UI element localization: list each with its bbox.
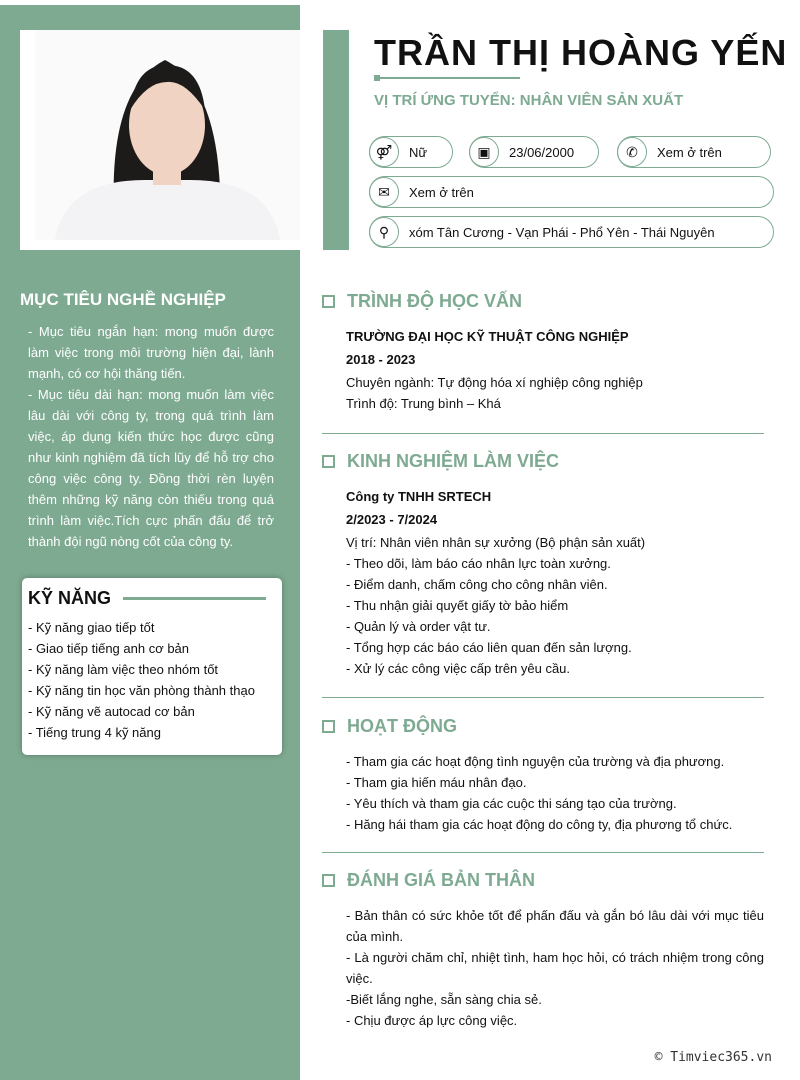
gender-field: [369, 136, 453, 168]
self-item: - Chịu được áp lực công việc.: [346, 1013, 518, 1028]
self-assessment-section: [322, 870, 764, 1031]
experience-item: - Quản lý và order vật tư.: [346, 619, 491, 634]
skills-heading: KỸ NĂNG: [28, 588, 112, 608]
activity-item: - Tham gia các hoạt động tình nguyện của trường và địa phương.: [346, 754, 725, 769]
footer-credit: © Timviec365.vn: [654, 1050, 772, 1065]
envelope-icon: ✉: [369, 177, 399, 207]
skills-card: [22, 578, 282, 755]
self-assessment-heading: ĐÁNH GIÁ BẢN THÂN: [347, 870, 535, 890]
gender-icon: ⚤: [369, 137, 399, 167]
checkbox-square-icon: [322, 455, 335, 468]
education-heading: TRÌNH ĐỘ HỌC VẤN: [347, 291, 522, 311]
experience-section: [322, 451, 764, 679]
experience-item: Vị trí: Nhân viên nhân sự xưởng (Bộ phận sản xuất): [346, 535, 646, 550]
education-section: [322, 291, 764, 414]
name-underline: [374, 77, 520, 79]
skill-item: - Kỹ năng tin học văn phòng thành thạo: [28, 683, 255, 698]
position-title: VỊ TRÍ ỨNG TUYỂN: NHÂN VIÊN SẢN XUẤT: [374, 92, 684, 109]
experience-heading: KINH NGHIỆM LÀM VIỆC: [347, 451, 560, 471]
dob-field: [469, 136, 599, 168]
skill-item: - Giao tiếp tiếng anh cơ bản: [28, 641, 190, 656]
candidate-name: TRẦN THỊ HOÀNG YẾN: [374, 32, 788, 73]
self-item: -Biết lắng nghe, sẵn sàng chia sẻ.: [346, 992, 542, 1007]
address-value: xóm Tân Cương - Vạn Phái - Phổ Yên - Thái Nguyên: [409, 224, 715, 240]
divider: [322, 433, 764, 434]
activity-item: - Yêu thích và tham gia các cuộc thi sáng tạo của trường.: [346, 796, 677, 811]
experience-item: - Điểm danh, chấm công cho công nhân viên.: [346, 577, 608, 592]
activities-heading: HOẠT ĐỘNG: [347, 716, 457, 736]
experience-period: 2/2023 - 7/2024: [346, 512, 438, 527]
company-name: Công ty TNHH SRTECH: [346, 489, 492, 504]
phone-field: [617, 136, 771, 168]
address-field: [369, 216, 774, 248]
education-level: Trình độ: Trung bình – Khá: [346, 396, 501, 411]
school-name: TRƯỜNG ĐẠI HỌC KỸ THUẬT CÔNG NGHIỆP: [346, 329, 629, 344]
location-pin-icon: ⚲: [369, 217, 399, 247]
activities-section: [322, 716, 764, 835]
skill-item: - Tiếng trung 4 kỹ năng: [28, 725, 161, 740]
education-years: 2018 - 2023: [346, 352, 416, 367]
phone-value: Xem ở trên: [657, 144, 722, 160]
activity-item: - Hăng hái tham gia các hoạt động do công ty, địa phương tổ chức.: [346, 817, 733, 832]
objective-text: [28, 321, 274, 552]
email-value: Xem ở trên: [409, 184, 474, 200]
phone-icon: ✆: [617, 137, 647, 167]
experience-item: - Thu nhận giải quyết giấy tờ bảo hiểm: [346, 598, 569, 613]
heading-line: [123, 597, 266, 600]
experience-item: - Tổng hợp các báo cáo liên quan đến sản lượng.: [346, 640, 632, 655]
checkbox-square-icon: [322, 874, 335, 887]
experience-item: - Xử lý các công việc cấp trên yêu cầu.: [346, 661, 571, 676]
dob-value: 23/06/2000: [509, 144, 575, 160]
email-field: [369, 176, 774, 208]
checkbox-square-icon: [322, 720, 335, 733]
education-major: Chuyên ngành: Tự động hóa xí nghiệp công nghiệp: [346, 375, 643, 390]
activity-item: - Tham gia hiến máu nhân đạo.: [346, 775, 527, 790]
self-item: - Là người chăm chỉ, nhiệt tình, ham học hỏi, có trách nhiệm trong công việc.: [346, 950, 764, 986]
gender-value: Nữ: [409, 144, 428, 160]
self-item: - Bản thân có sức khỏe tốt để phấn đấu và gắn bó lâu dài với mục tiêu của mình.: [346, 908, 764, 944]
skill-item: - Kỹ năng làm việc theo nhóm tốt: [28, 662, 219, 677]
skill-item: - Kỹ năng vẽ autocad cơ bản: [28, 704, 195, 719]
objective-heading: MỤC TIÊU NGHỀ NGHIỆP: [20, 290, 226, 309]
person-photo-icon: [35, 30, 300, 240]
skill-item: - Kỹ năng giao tiếp tốt: [28, 620, 155, 635]
checkbox-square-icon: [322, 295, 335, 308]
calendar-icon: ▣: [469, 137, 499, 167]
divider: [322, 852, 764, 853]
accent-bar: [323, 30, 349, 250]
objective-short-term: - Mục tiêu ngắn hạn: mong muốn được làm việc trong môi trường hiện đại, lành mạnh, có cơ hội thăng tiến.: [28, 324, 274, 381]
objective-long-term: - Mục tiêu dài hạn: mong muốn làm việc lâu dài với công ty, trong quá trình làm việc, áp dụng kiến thức học được cũng như kinh nghiệm đã tích lũy để hỗ trợ cho công việc công ty. Đồng thời rèn luyện thêm những kỹ năng còn thiếu trong quá trình làm việc.Tích cực phấn đấu để trở thành đội ngũ nòng cốt của công ty.: [28, 387, 274, 549]
experience-item: - Theo dõi, làm báo cáo nhân lực toàn xưởng.: [346, 556, 611, 571]
divider: [322, 697, 764, 698]
profile-photo: [20, 30, 300, 250]
